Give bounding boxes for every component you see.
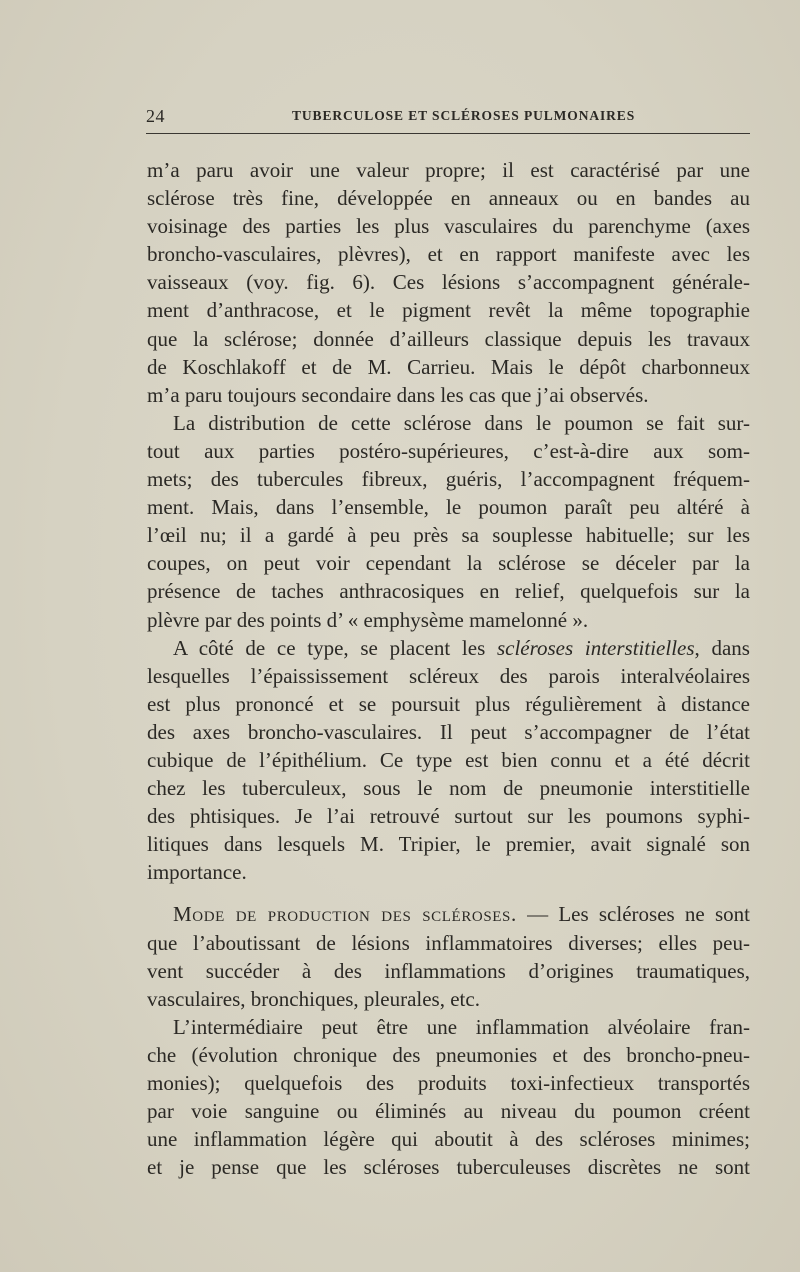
text-line: présence de taches anthracosiques en relief, quelquefois sur la — [147, 579, 750, 604]
text-line: de Koschlakoff et de M. Carrieu. Mais le dépôt charbonneux — [147, 354, 750, 379]
text-run: , dans — [694, 635, 750, 660]
page-number: 24 — [146, 106, 165, 126]
text-run: A côté de ce type, se placent les — [173, 635, 497, 660]
text-line — [147, 634, 750, 662]
text-line: importance. — [147, 860, 247, 885]
running-head — [0, 104, 800, 128]
section-heading: Mode de production des scléroses. — [173, 902, 517, 927]
text-line: est plus prononcé et se poursuit plus régulièrement à distance — [147, 691, 750, 716]
text-line: coupes, on peut voir cependant la sclérose se déceler par la — [147, 551, 750, 576]
text-line: L’intermédiaire peut être une inflammation alvéolaire fran- — [173, 1014, 750, 1039]
paragraph-4 — [147, 900, 750, 1012]
running-title: TUBERCULOSE ET SCLÉROSES PULMONAIRES — [292, 108, 636, 123]
text-line: par voie sanguine ou éliminés au niveau du poumon créent — [147, 1099, 750, 1124]
text-line: m’a paru avoir une valeur propre; il est caractérisé par une — [147, 158, 750, 182]
text-line: La distribution de cette sclérose dans le poumon se fait sur- — [173, 410, 750, 435]
text-line: une inflammation légère qui aboutit à des scléroses minimes; — [147, 1127, 750, 1152]
text-line: vent succéder à des inflammations d’origines traumatiques, — [147, 958, 750, 983]
text-line: vasculaires, bronchiques, pleurales, etc. — [147, 986, 480, 1011]
italic-term: scléroses interstitielles — [496, 635, 695, 660]
text-line: vaisseaux (voy. fig. 6). Ces lésions s’accompagnent générale- — [147, 270, 750, 295]
section-gap — [147, 886, 750, 900]
text-line: litiques dans lesquels M. Tripier, le premier, avait signalé son — [147, 832, 750, 857]
text-line: plèvre par des points d’ « emphysème mamelonné ». — [147, 607, 589, 632]
text-line: mets; des tubercules fibreux, guéris, l’accompagnent fréquem- — [147, 467, 750, 492]
paragraph-5 — [147, 1013, 750, 1182]
text-line: que la sclérose; donnée d’ailleurs classique depuis les travaux — [147, 326, 750, 351]
text-line: ment. Mais, dans l’ensemble, le poumon paraît peu altéré à — [147, 495, 750, 520]
paragraph-3 — [147, 634, 750, 887]
text-line: lesquelles l’épaississement scléreux des parois interalvéolaires — [147, 663, 750, 688]
paragraph-1 — [147, 156, 750, 409]
text-line: l’œil nu; il a gardé à peu près sa souplesse habituelle; sur les — [147, 523, 750, 548]
text-line: chez les tuberculeux, sous le nom de pneumonie interstitielle — [147, 776, 750, 801]
text-line: ment d’anthracose, et le pigment revêt la même topographie — [147, 298, 750, 323]
text-line: et je pense que les scléroses tuberculeuses discrètes ne sont — [147, 1155, 750, 1180]
text-line: des axes broncho-vasculaires. Il peut s’accompagner de l’état — [147, 719, 750, 744]
text-line: broncho-vasculaires, plèvres), et en rapport manifeste avec les — [147, 242, 750, 267]
paragraph-2 — [147, 409, 750, 634]
header-rule — [146, 133, 750, 134]
text-line: monies); quelquefois des produits toxi-infectieux transportés — [147, 1071, 750, 1095]
body-text — [147, 156, 750, 1181]
text-line: des phtisiques. Je l’ai retrouvé surtout sur les poumons syphi- — [147, 804, 750, 829]
text-line: tout aux parties postéro-supérieures, c’est-à-dire aux som- — [147, 438, 750, 463]
text-line: que l’aboutissant de lésions inflammatoires diverses; elles peu- — [147, 930, 750, 955]
text-line: che (évolution chronique des pneumonies et des broncho-pneu- — [147, 1042, 750, 1067]
text-run: — Les scléroses ne sont — [516, 902, 750, 927]
text-line: sclérose très fine, développée en anneaux ou en bandes au — [147, 186, 750, 211]
text-line: voisinage des parties les plus vasculaires du parenchyme (axes — [147, 214, 750, 239]
text-line: m’a paru toujours secondaire dans les cas que j’ai observés. — [147, 382, 649, 407]
text-line — [147, 900, 750, 928]
text-line: cubique de l’épithélium. Ce type est bien connu et a été décrit — [147, 747, 750, 772]
